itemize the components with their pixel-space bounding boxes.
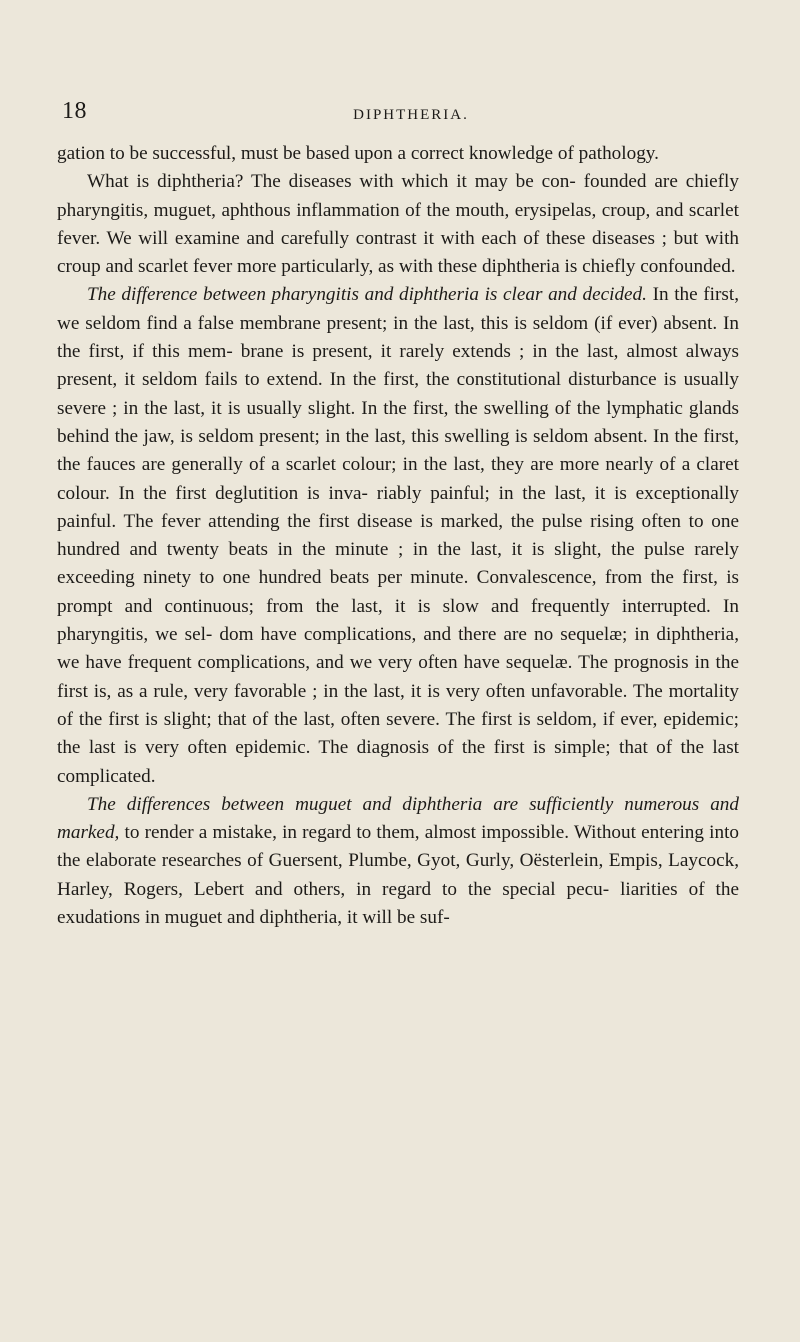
paragraph-lead-italic: The difference between pharyngitis and diphtheria is clear and decided. [87, 284, 647, 306]
page-header [56, 98, 746, 132]
paragraph-lead-italic: The differences between muguet and diphtheria are sufficiently numerous and marked, [57, 793, 739, 844]
page-number: 18 [62, 98, 87, 124]
body-text [57, 140, 739, 932]
paragraph-text: to render a mistake, in regard to them, almost impossible. Without entering into the elaborate researches of Guersent, Plumbe, Gyot, Gurly, Oësterlein, Empis, Laycock, Harley, Rogers, Lebert and others, in regard to the special pecu- liarities of the exudations in muguet and diphtheria, it will be suf- [57, 822, 739, 929]
paragraph-pharyngitis-comparison [57, 281, 739, 790]
paragraph-text: In the first, we seldom find a false membrane present; in the last, this is seldom (if ever) absent. In the first, if this mem- brane is present, it rarely extends ; in the last, almost always present, it seldom fails to extend. In the first, the constitutional disturbance is usually severe ; in the last, it is usually slight. In the first, the swelling of the lymphatic glands behind the jaw, is seldom present; in the last, this swelling is seldom absent. In the first, the fauces are generally of a scarlet colour; in the last, they are more nearly of a claret colour. In the first deglutition is inva- riably painful; in the last, it is exceptionally painful. The fever attending the first disease is marked, the pulse rising often to one hundred and twenty beats in the minute ; in the last, it is slight, the pulse rarely exceeding ninety to one hundred beats per minute. Convalescence, from the first, is prompt and continuous; from the last, it is slow and frequently interrupted. In pharyngitis, we sel- dom have complications, and there are no sequelæ; in diphtheria, we have frequent complications, and we very often have sequelæ. The prognosis in the first is, as a rule, very favorable ; in the last, it is very often unfavorable. The mortality of the first is slight; that of the last, often severe. The first is seldom, if ever, epidemic; the last is very often epidemic. The diagnosis of the first is simple; that of the last complicated. [57, 284, 739, 787]
paragraph-text: gation to be successful, must be based upon a correct knowledge of pathology. [57, 143, 659, 164]
paragraph-text: What is diphtheria? The diseases with which it may be con- founded are chiefly pharyngitis, muguet, aphthous inflammation of the mouth, erysipelas, croup, and scarlet fever. We will examine and carefully contrast it with each of these diseases ; but with croup and scarlet fever more particularly, as with these diphtheria is chiefly confounded. [57, 171, 739, 278]
paragraph-muguet-comparison [57, 791, 739, 932]
running-head: DIPHTHERIA. [353, 107, 469, 123]
paragraph-continuation [57, 140, 739, 168]
paragraph-what-is-diphtheria [57, 168, 739, 281]
